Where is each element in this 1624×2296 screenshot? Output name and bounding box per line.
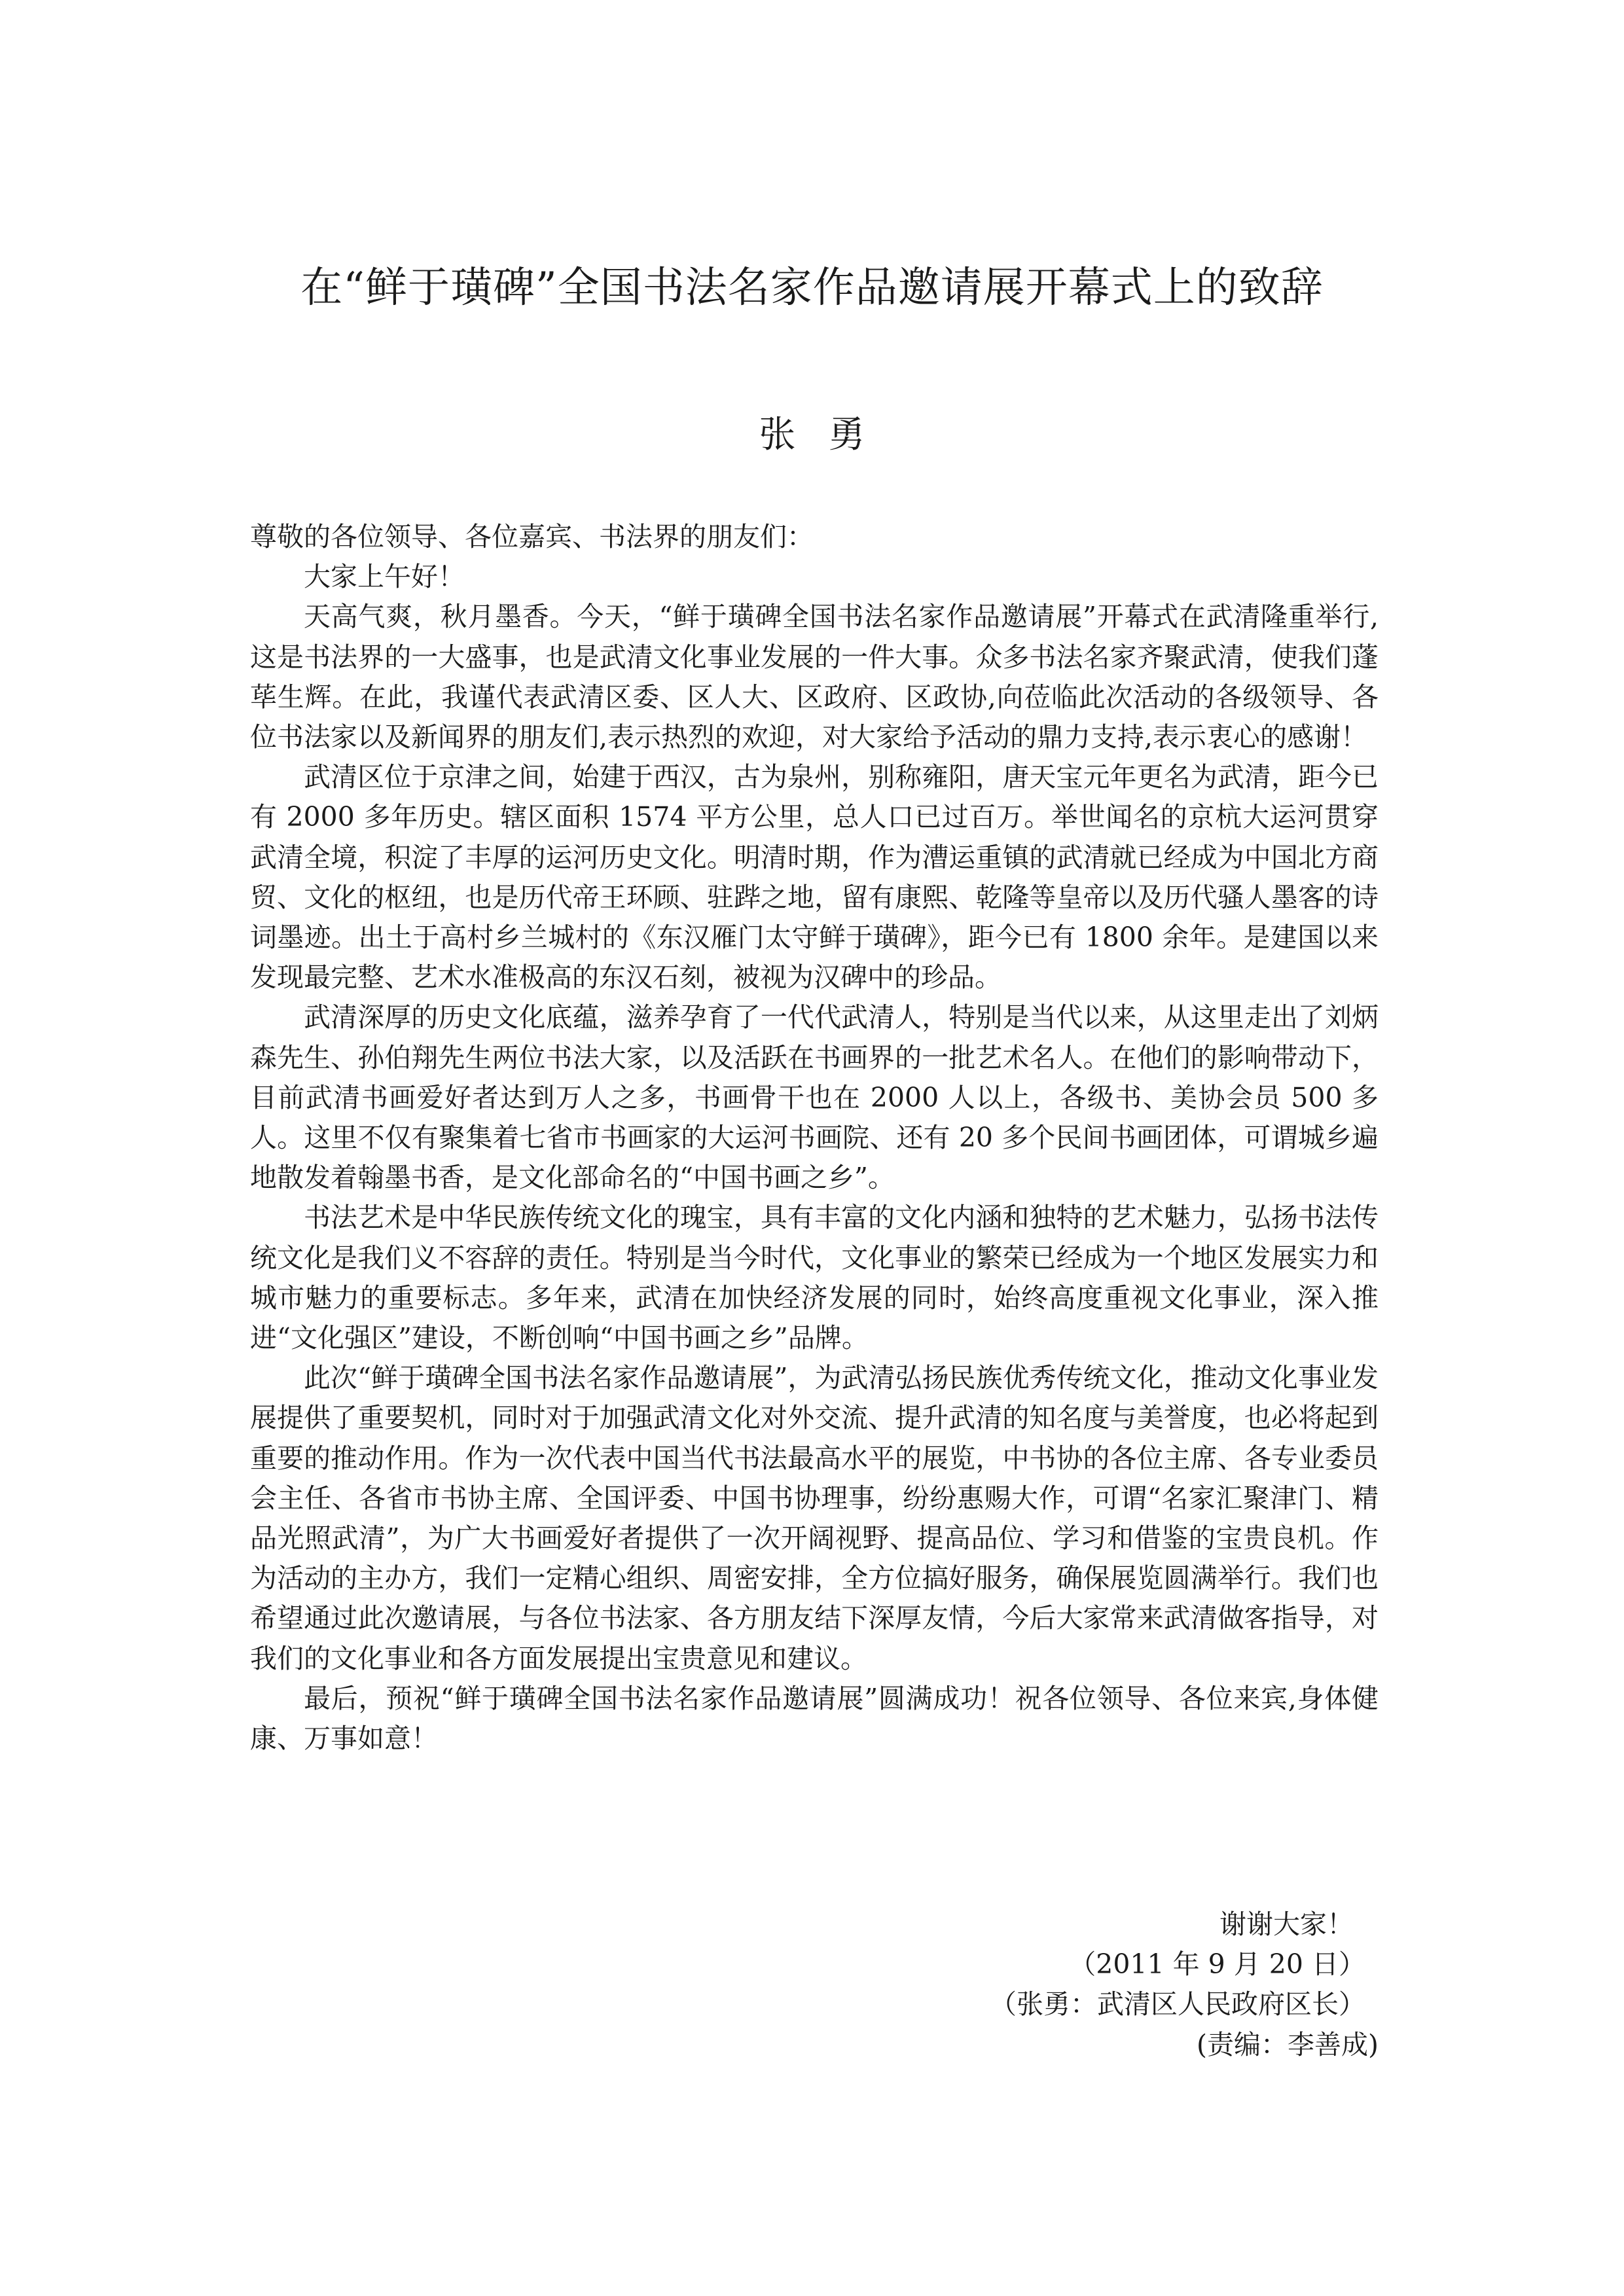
paragraph-opening: 天高气爽，秋月墨香。今天，“鲜于璜碑全国书法名家作品邀请展”开幕式在武清隆重举行,这是书法界的一大盛事，也是武清文化事业发展的一件大事。众多书法名家齐聚武清，使我们蓬荜生辉。在此，我谨代表武清区委、区人大、区政府、区政协,向莅临此次活动的各级领导、各位书法家以及新闻界的朋友们,表示热烈的欢迎，对大家给予活动的鼎力支持,表示衷心的感谢！ [250,601,1379,753]
closing-thanks: 谢谢大家！ [1219,1909,1354,1940]
document-title: 在“鲜于璜碑”全国书法名家作品邀请展开幕式上的致辞 [300,264,1324,312]
paragraph-calligraphy: 书法艺术是中华民族传统文化的瑰宝，具有丰富的文化内涵和独特的艺术魅力，弘扬书法传统文化是我们义不容辞的责任。特别是当今时代，文化事业的繁荣已经成为一个地区发展实力和城市魅力的重要标志。多年来，武清在加快经济发展的同时，始终高度重视文化事业，深入推进“文化强区”建设，不断创响“中国书画之乡”品牌。 [250,1202,1379,1354]
paragraph-culture: 武清深厚的历史文化底蕴，滋养孕育了一代代武清人，特别是当代以来，从这里走出了刘炳森先生、孙伯翔先生两位书法大家，以及活跃在书画界的一批艺术名人。在他们的影响带动下，目前武清书画爱好者达到万人之多，书画骨干也在 2000 人以上，各级书、美协会员 500 多人。这里不仅有聚集着七省市书画家的大运河书画院、还有 20 多个民间书画团体，可谓城乡遍地散发着翰墨书香，是文化部命名的“中国书画之乡”。 [250,1001,1379,1194]
closing-editor: (责编：李善成) [1197,2028,1379,2060]
document-body [250,517,1379,1759]
closing-author-role: （张勇：武清区人民政府区长） [990,1988,1365,2020]
closing-block [724,1905,1379,2065]
paragraph-wishes: 最后，预祝“鲜于璜碑全国书法名家作品邀请展”圆满成功！祝各位领导、各位来宾,身体健康、万事如意！ [250,1682,1379,1755]
paragraph-greeting: 大家上午好！ [304,561,465,593]
closing-date: （2011 年 9 月 20 日） [1069,1948,1365,1981]
paragraph-exhibition: 此次“鲜于璜碑全国书法名家作品邀请展”，为武清弘扬民族优秀传统文化，推动文化事业发展提供了重要契机，同时对于加强武清文化对外交流、提升武清的知名度与美誉度，也必将起到重要的推动作用。作为一次代表中国当代书法最高水平的展览，中书协的各位主席、各专业委员会主任、各省市书协主席、全国评委、中国书协理事，纷纷惠赐大作，可谓“名家汇聚津门、精品光照武清”，为广大书画爱好者提供了一次开阔视野、提高品位、学习和借鉴的宝贵良机。作为活动的主办方，我们一定精心组织、周密安排，全方位搞好服务，确保展览圆满举行。我们也希望通过此次邀请展，与各位书法家、各方朋友结下深厚友情，今后大家常来武清做客指导，对我们的文化事业和各方面发展提出宝贵意见和建议。 [250,1362,1379,1674]
salutation: 尊敬的各位领导、各位嘉宾、书法界的朋友们： [250,521,814,552]
paragraph-history: 武清区位于京津之间，始建于西汉，古为泉州，别称雍阳，唐天宝元年更名为武清，距今已有 2000 多年历史。辖区面积 1574 平方公里，总人口已过百万。举世闻名的京杭大运河贯穿武清全境，积淀了丰厚的运河历史文化。明清时期，作为漕运重镇的武清就已经成为中国北方商贸、文化的枢纽，也是历代帝王环顾、驻跸之地，留有康熙、乾隆等皇帝以及历代骚人墨客的诗词墨迹。出土于高村乡兰城村的《东汉雁门太守鲜于璜碑》，距今已有 1800 余年。是建国以来发现最完整、艺术水准极高的东汉石刻，被视为汉碑中的珍品。 [250,761,1379,994]
author-name: 张勇 [759,414,898,456]
